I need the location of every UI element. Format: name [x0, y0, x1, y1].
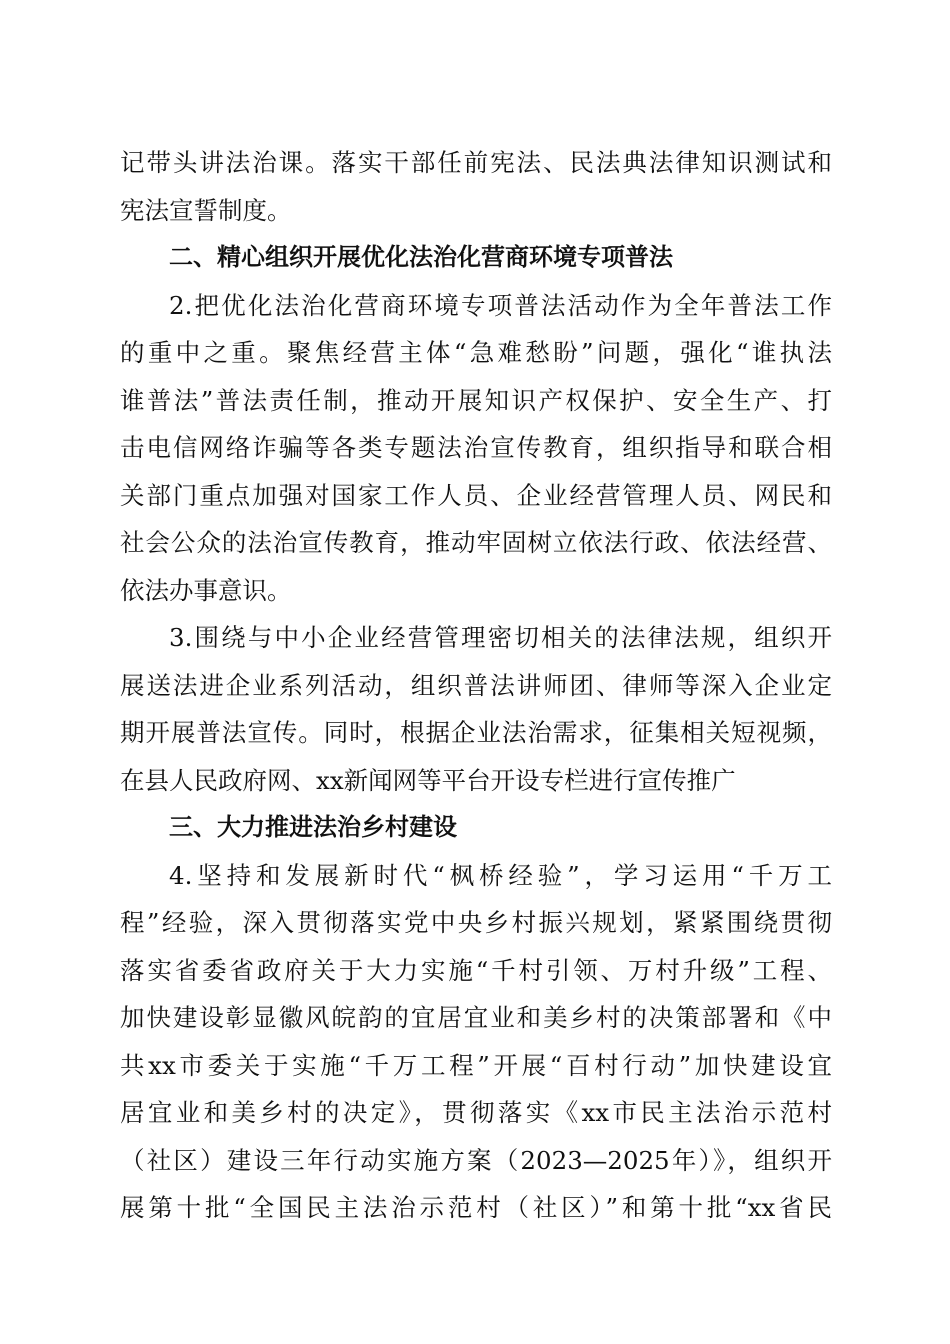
paragraph-3-start: 3.围绕与中小企业经营管理密切相关的法律法规，组织开 [169, 623, 832, 652]
text-line: 程”经验，深入贯彻落实党中央乡村振兴规划，紧紧围绕贯彻 [120, 908, 832, 937]
text-line: 共xx市委关于实施“千万工程”开展“百村行动”加快建设宜 [120, 1050, 832, 1080]
text-line: 击电信网络诈骗等各类专题法治宣传教育，组织指导和联合相 [120, 433, 832, 462]
text-line: 期开展普法宣传。同时，根据企业法治需求，征集相关短视频， [120, 718, 832, 747]
text-line: 在县人民政府网、xx新闻网等平台开设专栏进行宣传推广 [120, 765, 736, 795]
section-heading-2: 二、精心组织开展优化法治化营商环境专项普法 [169, 243, 673, 271]
document-body [120, 139, 832, 1232]
paragraph-4-start: 4.坚持和发展新时代“枫桥经验”，学习运用“千万工 [169, 860, 832, 890]
text-line: 落实省委省政府关于大力实施“千村引领、万村升级”工程、 [120, 955, 832, 985]
text-line: 依法办事意识。 [120, 575, 292, 605]
text-line: 宪法宣誓制度。 [120, 195, 292, 225]
section-heading-3: 三、大力推进法治乡村建设 [169, 813, 457, 841]
text-line: 的重中之重。聚焦经营主体“急难愁盼”问题，强化“谁执法 [120, 338, 832, 367]
text-line: 展第十批“全国民主法治示范村（社区）”和第十批“xx省民 [120, 1193, 832, 1222]
text-line: （社区）建设三年行动实施方案（2023—2025年）》，组织开 [120, 1145, 832, 1175]
text-line: 社会公众的法治宣传教育，推动牢固树立依法行政、依法经营、 [120, 528, 832, 557]
text-line: 关部门重点加强对国家工作人员、企业经营管理人员、网民和 [120, 480, 832, 510]
text-line: 展送法进企业系列活动，组织普法讲师团、律师等深入企业定 [120, 670, 832, 700]
text-line: 谁普法”普法责任制，推动开展知识产权保护、安全生产、打 [120, 385, 832, 415]
text-line: 记带头讲法治课。落实干部任前宪法、民法典法律知识测试和 [120, 148, 832, 177]
text-line: 居宜业和美乡村的决定》，贯彻落实《xx市民主法治示范村 [120, 1098, 832, 1127]
text-line: 加快建设彰显徽风皖韵的宜居宜业和美乡村的决策部署和《中 [120, 1003, 832, 1032]
paragraph-2-start: 2.把优化法治化营商环境专项普法活动作为全年普法工作 [169, 290, 832, 320]
